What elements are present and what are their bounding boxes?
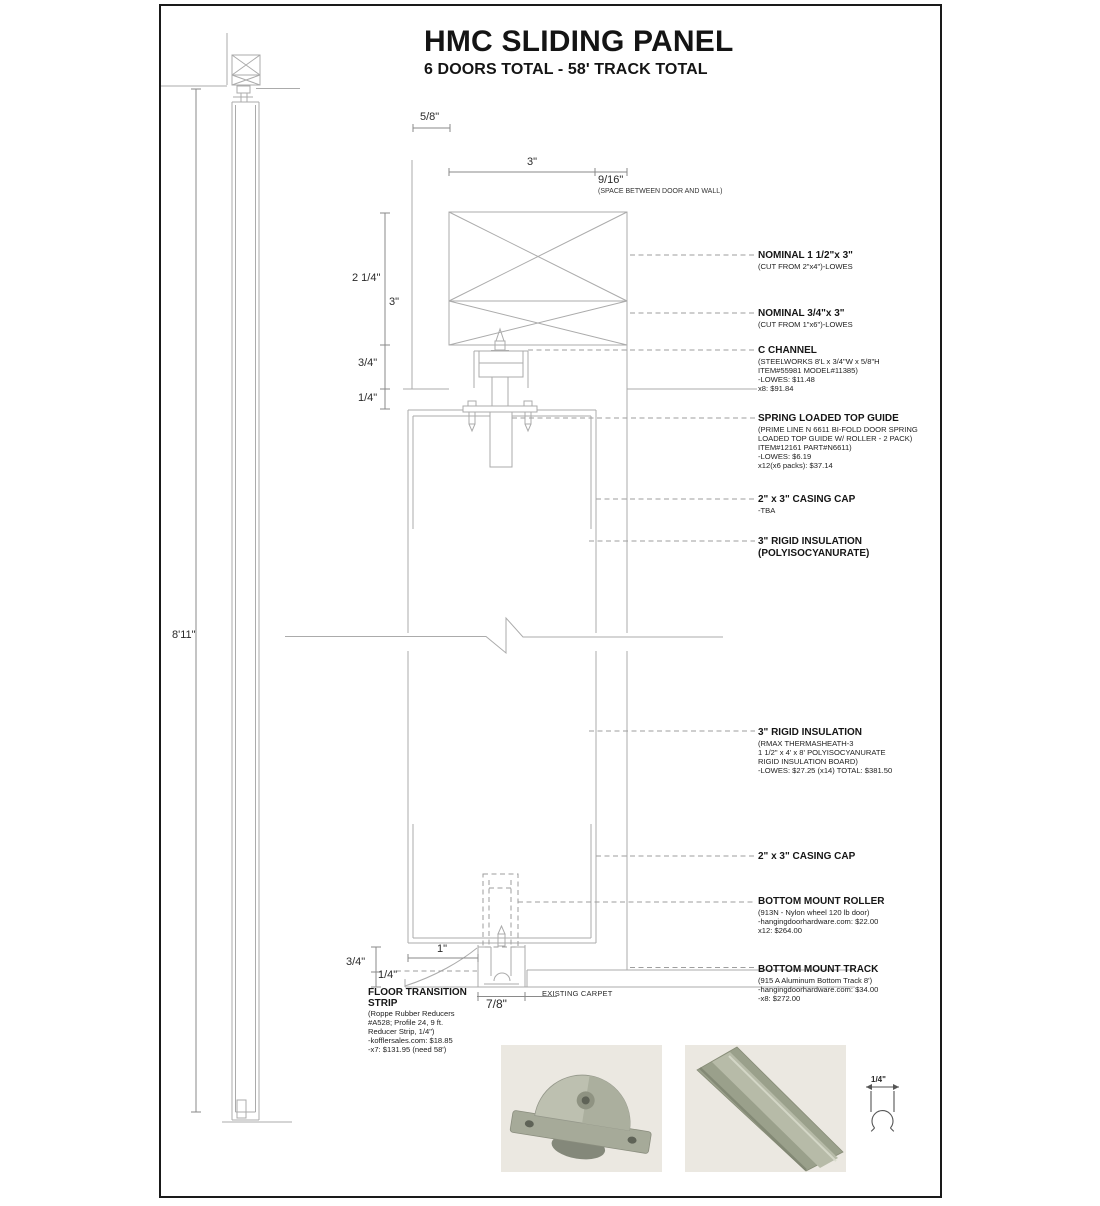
annotation-title: NOMINAL 3/4"x 3" [758,308,845,319]
annotation-bottom-mount-track: BOTTOM MOUNT TRACK (915 A Aluminum Bottom Track 8') -hangingdoorhardware.com: $34.00 -x8: $272.00 [758,964,948,1003]
title-block [424,26,734,79]
existing-carpet-label: EXISTING CARPET [542,989,613,998]
dim-header-total: 3" [389,296,400,308]
annotation-title: BOTTOM MOUNT TRACK [758,964,879,975]
top-detail-dimensions [380,124,627,409]
dim-reducer-rise: 1/4" [378,969,398,981]
annotation-c-channel: C CHANNEL (STEELWORKS 8'L x 3/4"W x 5/8"H ITEM#55981 MODEL#11385) -LOWES: $11.48 x8: $91.84 [758,345,948,393]
annotation-nominal-3-4x3: NOMINAL 3/4"x 3" (CUT FROM 1"x6")-LOWES [758,308,948,329]
sheet-subtitle: 6 DOORS TOTAL - 58' TRACK TOTAL [424,61,708,78]
dim-elevation-height: 8'11" [172,629,196,641]
track-profile-drawing [866,1084,899,1131]
floor-strip-title: FLOOR TRANSITION STRIP [368,987,467,1009]
dim-track-width: 7/8" [486,997,507,1011]
dim-bottom-assembly-height: 3/4" [346,956,366,968]
annotation-title: 2" x 3" CASING CAP [758,851,856,862]
annotation-title: 3" RIGID INSULATION [758,536,863,547]
annotation-casing-cap-bottom [758,851,948,863]
track-photo [685,1045,846,1172]
annotation-title: NOMINAL 1 1/2"x 3" [758,250,853,261]
annotation-title: SPRING LOADED TOP GUIDE [758,413,899,424]
floor-transition-strip-note: FLOOR TRANSITION STRIP (Roppe Rubber Reducers #A528; Profile 24, 9 ft. Reducer Strip, 1/4") -kofflersales.com: $18.85 -x7: $131.95 (need 58') [368,987,488,1054]
annotation-spring-loaded-top-guide: SPRING LOADED TOP GUIDE (PRIME LINE N 6611 BI-FOLD DOOR SPRING LOADED TOP GUIDE W/ ROLLER - 2 PACK) ITEM#12161 PART#N6611) -LOWES: $6.19 x12(x6 packs): $37.14 [758,413,948,470]
section-break-line [285,618,723,653]
dim-header-width: 3" [527,156,538,168]
left-elevation-dimension [191,89,201,1112]
dim-reducer-width: 1" [437,943,448,955]
annotation-casing-cap-top: 2" x 3" CASING CAP -TBA [758,494,948,515]
dim-track-profile-width: 1/4" [871,1075,886,1084]
annotation-title: 2" x 3" CASING CAP [758,494,856,505]
top-detail-linework [403,160,757,633]
dim-c-channel-height: 3/4" [358,357,378,369]
annotation-rigid-insulation-top: 3" RIGID INSULATION (POLYISOCYANURATE) [758,536,948,560]
annotation-nominal-1-1-2x3: NOMINAL 1 1/2"x 3" (CUT FROM 2"x4")-LOWES [758,250,948,271]
dim-door-wall-gap: 9/16" [598,174,624,186]
left-elevation-linework [161,33,300,1122]
dim-wall-thickness: 5/8" [420,111,440,123]
roller-photo [501,1045,662,1172]
bottom-detail-linework [405,651,855,987]
dim-lumber-stack: 2 1/4" [352,272,381,284]
dim-door-wall-gap-note: (SPACE BETWEEN DOOR AND WALL) [598,188,723,195]
annotation-title: C CHANNEL [758,345,817,356]
annotation-title: 3" RIGID INSULATION [758,727,863,738]
annotation-rigid-insulation-bottom: 3" RIGID INSULATION (RMAX THERMASHEATH-3 1 1/2" x 4' x 8' POLYISOCYANURATE RIGID INSULATION BOARD) -LOWES: $27.25 (x14) TOTAL: $381.50 [758,727,948,775]
dim-top-clearance: 1/4" [358,392,378,404]
bottom-roller-hidden-outline [396,874,518,971]
annotation-title: BOTTOM MOUNT ROLLER [758,896,885,907]
sheet-title: HMC SLIDING PANEL [424,25,734,58]
annotation-bottom-mount-roller: BOTTOM MOUNT ROLLER (913N - Nylon wheel 120 lb door) -hangingdoorhardware.com: $22.00 x12: $264.00 [758,896,948,935]
annotation-leader-lines [512,255,755,968]
